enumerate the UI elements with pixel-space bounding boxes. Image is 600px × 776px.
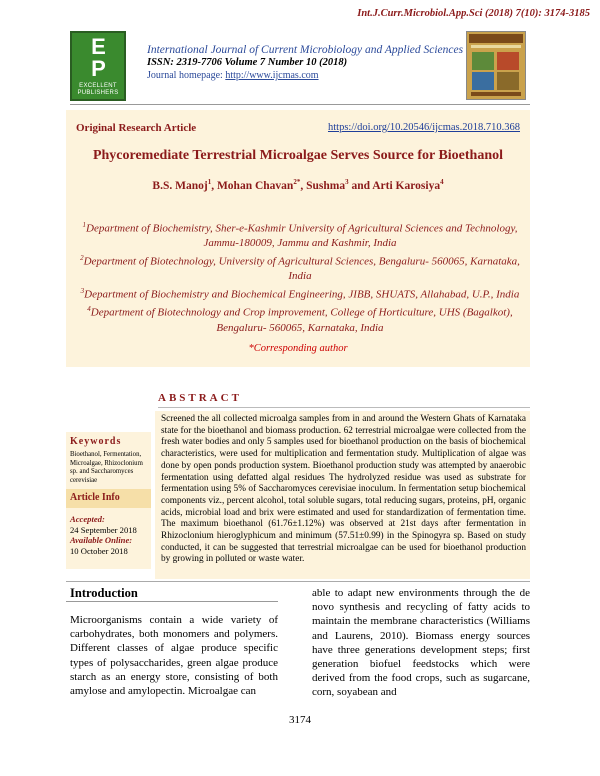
affiliation-sup: 1 [82,221,86,229]
article-info-heading: Article Info [70,492,120,503]
abstract-divider [158,407,530,408]
affiliation-sup: 3 [80,287,85,296]
journal-citation: Int.J.Curr.Microbiol.App.Sci (2018) 7(10): 3174-3185 [357,8,590,19]
publisher-logo [70,31,126,101]
keywords-list: Bioethanol, Fermentation, Microalgae, Rhizoclonium sp. and Saccharomyces cerevisiae [70,451,143,485]
available-label: Available Online: [70,535,133,545]
accepted-date: 24 September 2018 [70,524,137,535]
affiliation-sup: 4 [87,305,91,314]
introduction-heading: Introduction [70,586,138,600]
abstract-heading: ABSTRACT [158,392,242,404]
introduction-right-column: able to adapt new environments through the de novo synthesis and recycling of fatty acids to maintain the membrane characteristics (Williams and Laurens, 2010). Biomass energy sources have three generations development steps; first generation biofuel feedstocks which were derived from the food crops, such as sugarcane, corn, soyabean and [312,587,530,699]
affiliation-item [80,218,520,251]
journal-title: International Journal of Current Microbiology and Applied Sciences [147,44,464,56]
header-divider [70,104,530,105]
logo-letter-e: E [91,34,105,59]
abstract-text: Screened the all collected microalga samples from in and around the Western Ghats of Karnataka state for the bioethanol and biomass production. 62 terrestrial microalgae were collected from the fresh water bodies and only 5 samples used for bioethanol production on the basis of biochemical characteristics, were used for multiplication and fermentation study. Multiplication of algae was done by open ponds production system. Bioethanol production study was attempted by anaerobic fermentation using defatted algal residues The hydrolyzed residue was used as substrate for fermentation using 5% of Saccharomyces cerevisiae inoculum. In fermentation setup biochemical components viz., percent alcohol, total soluble sugars, total reducing sugars, proteins, pH, organic acids, microbial load and brix were estimated and used for standardization of fermentation time. The maximum bioethanol (61.76±1.12%) was observed at 21st days after fermentation in Rhizoclonium hieroglyphicum and minimum (57.51±0.99) in the Spinogyra sp. Based on study conducted, it can be suggested that terrestrial microalgae can be used for bioethanol production by growing in polluted or waste water. [161,414,526,565]
journal-issn: ISSN: 2319-7706 Volume 7 Number 10 (2018) [147,57,348,68]
author-sup: 3 [345,178,349,186]
affiliation-text: Department of Biotechnology, University of Agricultural Sciences, Bengaluru- 560065, Karnataka, India [83,255,520,283]
introduction-left-column: Microorganisms contain a wide variety of carbohydrates, both monomers and polymers. Different classes of algae produce specific types of polysaccharides, green algae produce starch as an energy store, consisting of both amylose and amylopectin. Microalgae can [70,614,278,698]
homepage-link[interactable]: http://www.ijcmas.com [225,70,319,81]
affiliation-item [80,251,520,284]
author-sup: 2* [293,178,301,186]
author-sup: 4 [440,178,444,186]
author-name: Sushma [306,179,346,192]
corresponding-author-note: *Corresponding author [248,343,348,354]
keywords-heading: Keywords [70,436,122,447]
journal-cover-image [466,31,526,100]
page-number: 3174 [289,714,311,726]
article-dates [70,514,152,556]
logo-letter-p: P [91,56,105,81]
introduction-divider [66,601,278,602]
logo-text: EXCELLENT PUBLISHERS [77,83,119,96]
affiliation-text: Department of Biotechnology and Crop improvement, College of Horticulture, UHS (Bagalkot), Bengaluru- 560065, Karnataka, India [90,307,513,334]
author-name: B.S. Manoj [152,179,208,192]
affiliation-text: Department of Biochemistry and Biochemical Engineering, JIBB, SHUATS, Allahabad, U.P., India [84,288,520,301]
section-divider [66,581,530,582]
author-name: Arti Karosiya [372,179,441,192]
available-date: 10 October 2018 [70,545,128,556]
author-sup: 1 [207,178,212,186]
affiliation-sup: 2 [80,254,84,263]
doi-link[interactable]: https://doi.org/10.20546/ijcmas.2018.710.368 [327,122,520,133]
article-type: Original Research Article [76,122,197,134]
paper-title: Phycoremediate Terrestrial Microalgae Serves Source for Bioethanol [92,148,504,163]
author-list: B.S. Manoj$^1$, Mohan Chavan$^{2*}$, Sushma$^3$ and Arti Karosiya$^4$ [152,178,444,192]
homepage-label: Journal homepage: [147,70,226,81]
affiliation-item [80,302,520,335]
journal-homepage [147,70,319,81]
affiliation-item [80,284,520,302]
affiliation-text: Department of Biochemistry, Sher-e-Kashmir University of Agricultural Sciences and Technology, Jammu-180009, Jammu and Kashmir, India [86,222,518,250]
accepted-label: Accepted: [70,514,105,524]
author-name: Mohan Chavan [216,179,294,192]
affiliations [80,218,520,336]
